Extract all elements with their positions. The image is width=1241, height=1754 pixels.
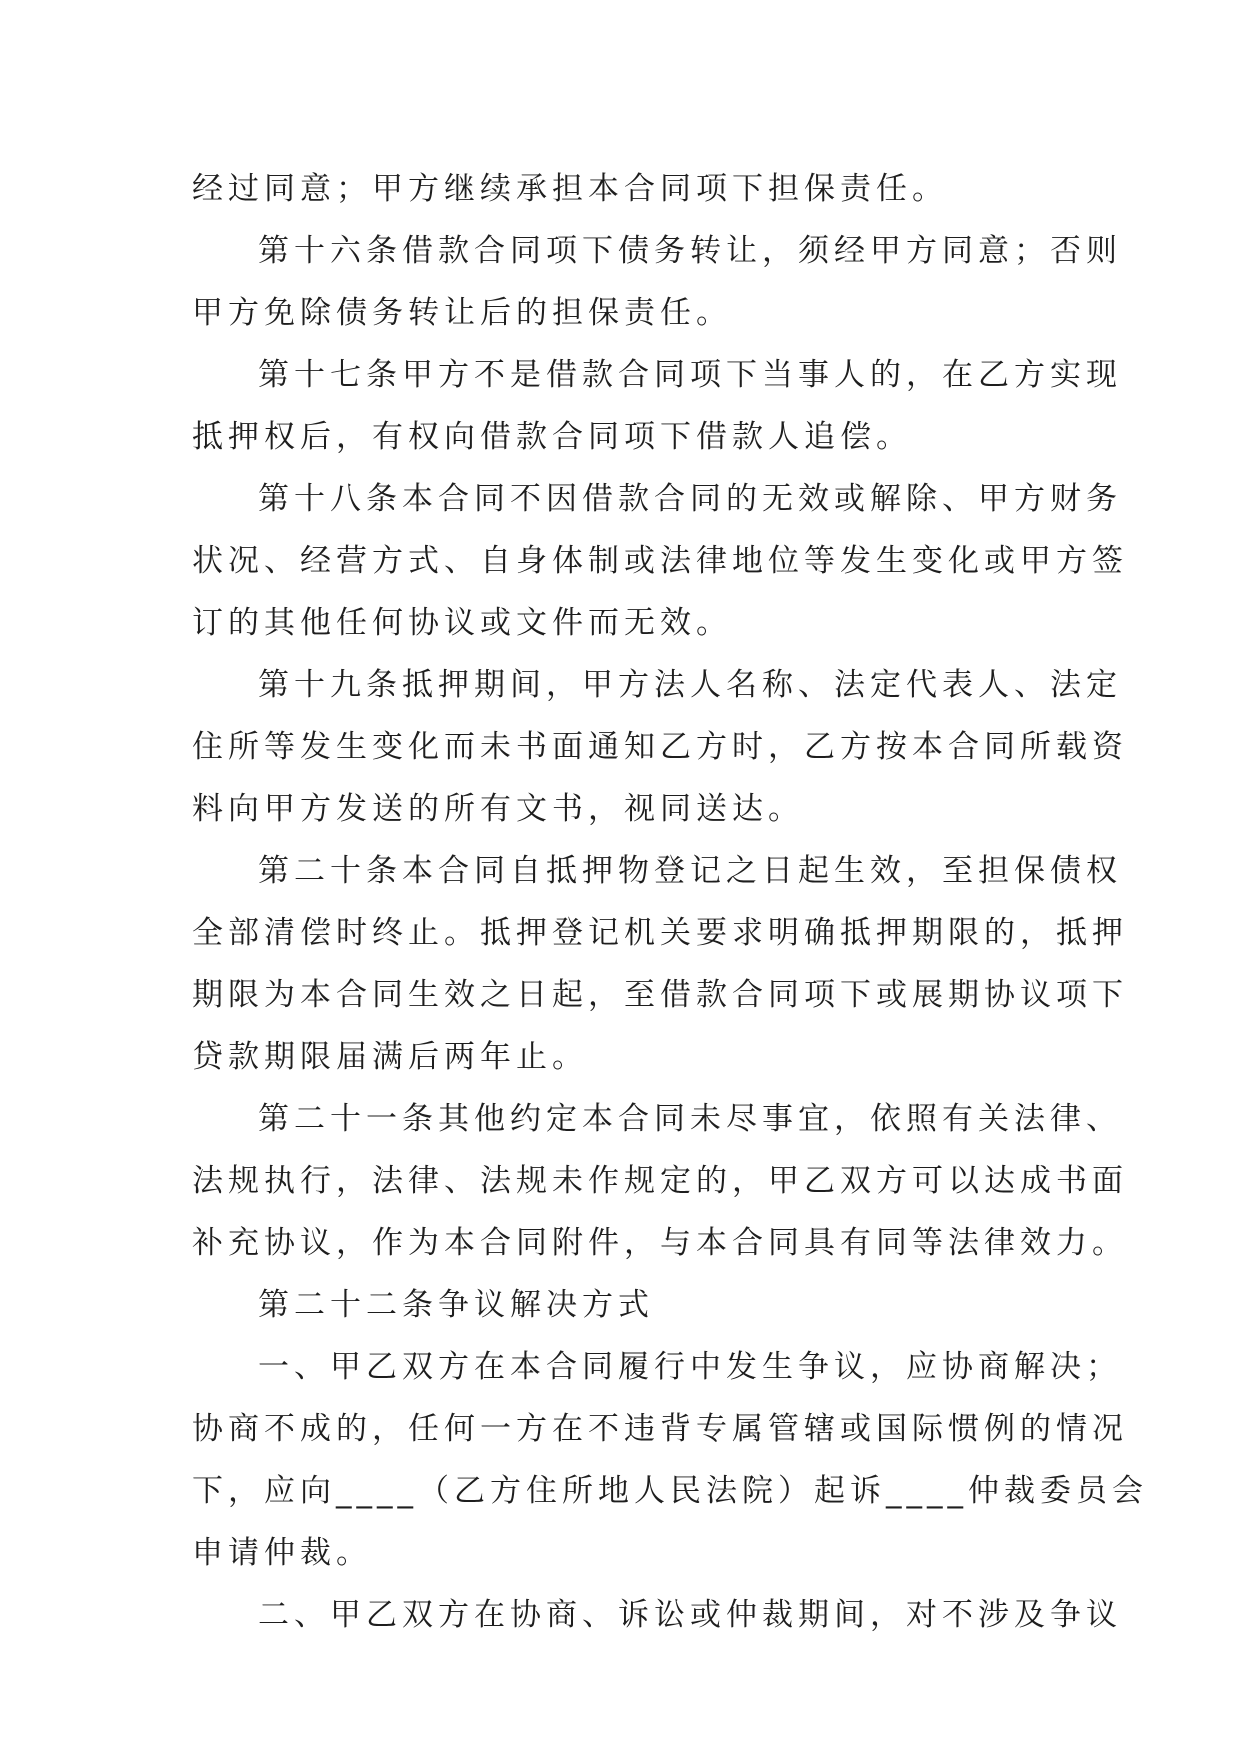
text-line: 下，应向____（乙方住所地人民法院）起诉____仲裁委员会 — [192, 1473, 1148, 1509]
text-line: 住所等发生变化而未书面通知乙方时，乙方按本合同所载资 — [192, 729, 1128, 765]
text-line: 期限为本合同生效之日起，至借款合同项下或展期协议项下 — [192, 977, 1128, 1013]
contract-text — [192, 158, 1148, 1646]
text-line: 法规执行，法律、法规未作规定的，甲乙双方可以达成书面 — [192, 1163, 1128, 1199]
text-line: 订的其他任何协议或文件而无效。 — [192, 605, 732, 641]
text-line: 补充协议，作为本合同附件，与本合同具有同等法律效力。 — [192, 1225, 1128, 1261]
text-line: 全部清偿时终止。抵押登记机关要求明确抵押期限的，抵押 — [192, 915, 1128, 951]
text-line: 第十六条借款合同项下债务转让，须经甲方同意；否则 — [258, 233, 1122, 269]
text-line: 协商不成的，任何一方在不违背专属管辖或国际惯例的情况 — [192, 1411, 1128, 1447]
text-line: 料向甲方发送的所有文书，视同送达。 — [192, 791, 804, 827]
text-line: 第十九条抵押期间，甲方法人名称、法定代表人、法定 — [258, 667, 1122, 703]
text-line: 第十七条甲方不是借款合同项下当事人的，在乙方实现 — [258, 357, 1122, 393]
text-line: 第十八条本合同不因借款合同的无效或解除、甲方财务 — [258, 481, 1122, 517]
text-line: 二、甲乙双方在协商、诉讼或仲裁期间，对不涉及争议 — [258, 1597, 1122, 1633]
text-line: 抵押权后，有权向借款合同项下借款人追偿。 — [192, 419, 912, 455]
text-line: 第二十条本合同自抵押物登记之日起生效，至担保债权 — [258, 853, 1122, 889]
text-line: 状况、经营方式、自身体制或法律地位等发生变化或甲方签 — [192, 543, 1128, 579]
text-line: 第二十二条争议解决方式 — [258, 1287, 654, 1323]
text-line: 第二十一条其他约定本合同未尽事宜，依照有关法律、 — [258, 1101, 1122, 1137]
text-line: 一、甲乙双方在本合同履行中发生争议，应协商解决； — [258, 1349, 1122, 1385]
text-line: 申请仲裁。 — [192, 1535, 372, 1571]
text-line: 贷款期限届满后两年止。 — [192, 1039, 588, 1075]
text-line: 经过同意；甲方继续承担本合同项下担保责任。 — [192, 171, 948, 207]
text-line: 甲方免除债务转让后的担保责任。 — [192, 295, 732, 331]
